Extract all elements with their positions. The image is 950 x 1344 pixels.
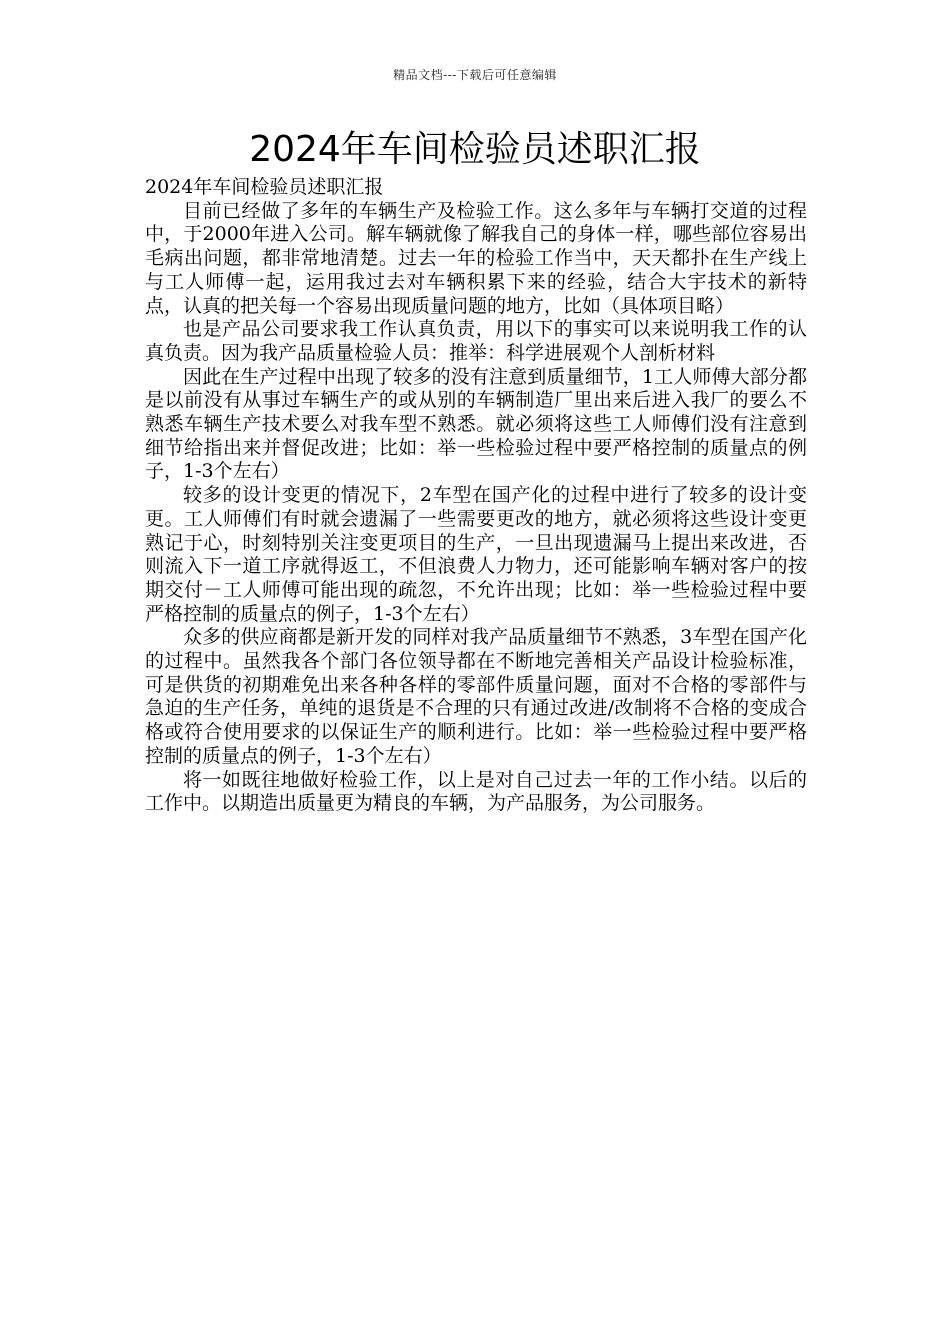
paragraph-4: 较多的设计变更的情况下，2车型在国产化的过程中进行了较多的设计变更。工人师傅们有时就会遗漏了一些需要更改的地方，就必须将这些设计变更熟记于心，时刻特别关注变更项目的生产，一旦出现遗漏马上提出来改进，否则流入下一道工序就得返工，不但浪费人力物力，还可能影响车辆对客户的按期交付－工人师傅可能出现的疏忽，不允许出现；比如：举一些检验过程中要严格控制的质量点的例子，1-3个左右） — [145, 484, 807, 625]
header-note: 精品文档---下载后可任意编辑 — [393, 68, 557, 82]
paragraph-6: 将一如既往地做好检验工作，以上是对自己过去一年的工作小结。以后的工作中。以期造出质量更为精良的车辆，为产品服务，为公司服务。 — [145, 768, 807, 815]
paragraph-2: 也是产品公司要求我工作认真负责，用以下的事实可以来说明我工作的认真负责。因为我产品质量检验人员：推举：科学进展观个人剖析材料 — [145, 318, 807, 364]
document-subtitle: 2024年车间检验员述职汇报 — [145, 176, 384, 198]
paragraph-3: 因此在生产过程中出现了较多的没有注意到质量细节，1工人师傅大部分都是以前没有从事过车辆生产的或从别的车辆制造厂里出来后进入我厂的要么不熟悉车辆生产技术要么对我车型不熟悉。就必须将这些工人师傅们没有注意到细节给指出来并督促改进；比如：举一些检验过程中要严格控制的质量点的例子，1-3个左右） — [145, 365, 807, 483]
document-body — [145, 176, 807, 816]
paragraph-1: 目前已经做了多年的车辆生产及检验工作。这么多年与车辆打交道的过程中，于2000年进入公司。解车辆就像了解我自己的身体一样，哪些部位容易出毛病出问题，都非常地清楚。过去一年的检验工作当中，天天都扑在生产线上与工人师傅一起，运用我过去对车辆积累下来的经验，结合大宇技术的新特点，认真的把关每一个容易出现质量问题的地方，比如（具体项目略） — [145, 199, 807, 317]
paragraph-5: 众多的供应商都是新开发的同样对我产品质量细节不熟悉，3车型在国产化的过程中。虽然我各个部门各位领导都在不断地完善相关产品设计检验标准，可是供货的初期难免出来各种各样的零部件质量问题，面对不合格的零部件与急迫的生产任务，单纯的退货是不合理的只有通过改进/改制将不合格的变成合格或符合使用要求的以保证生产的顺利进行。比如：举一些检验过程中要严格控制的质量点的例子，1-3个左右） — [145, 626, 807, 767]
document-title: 2024年车间检验员述职汇报 — [249, 129, 701, 170]
